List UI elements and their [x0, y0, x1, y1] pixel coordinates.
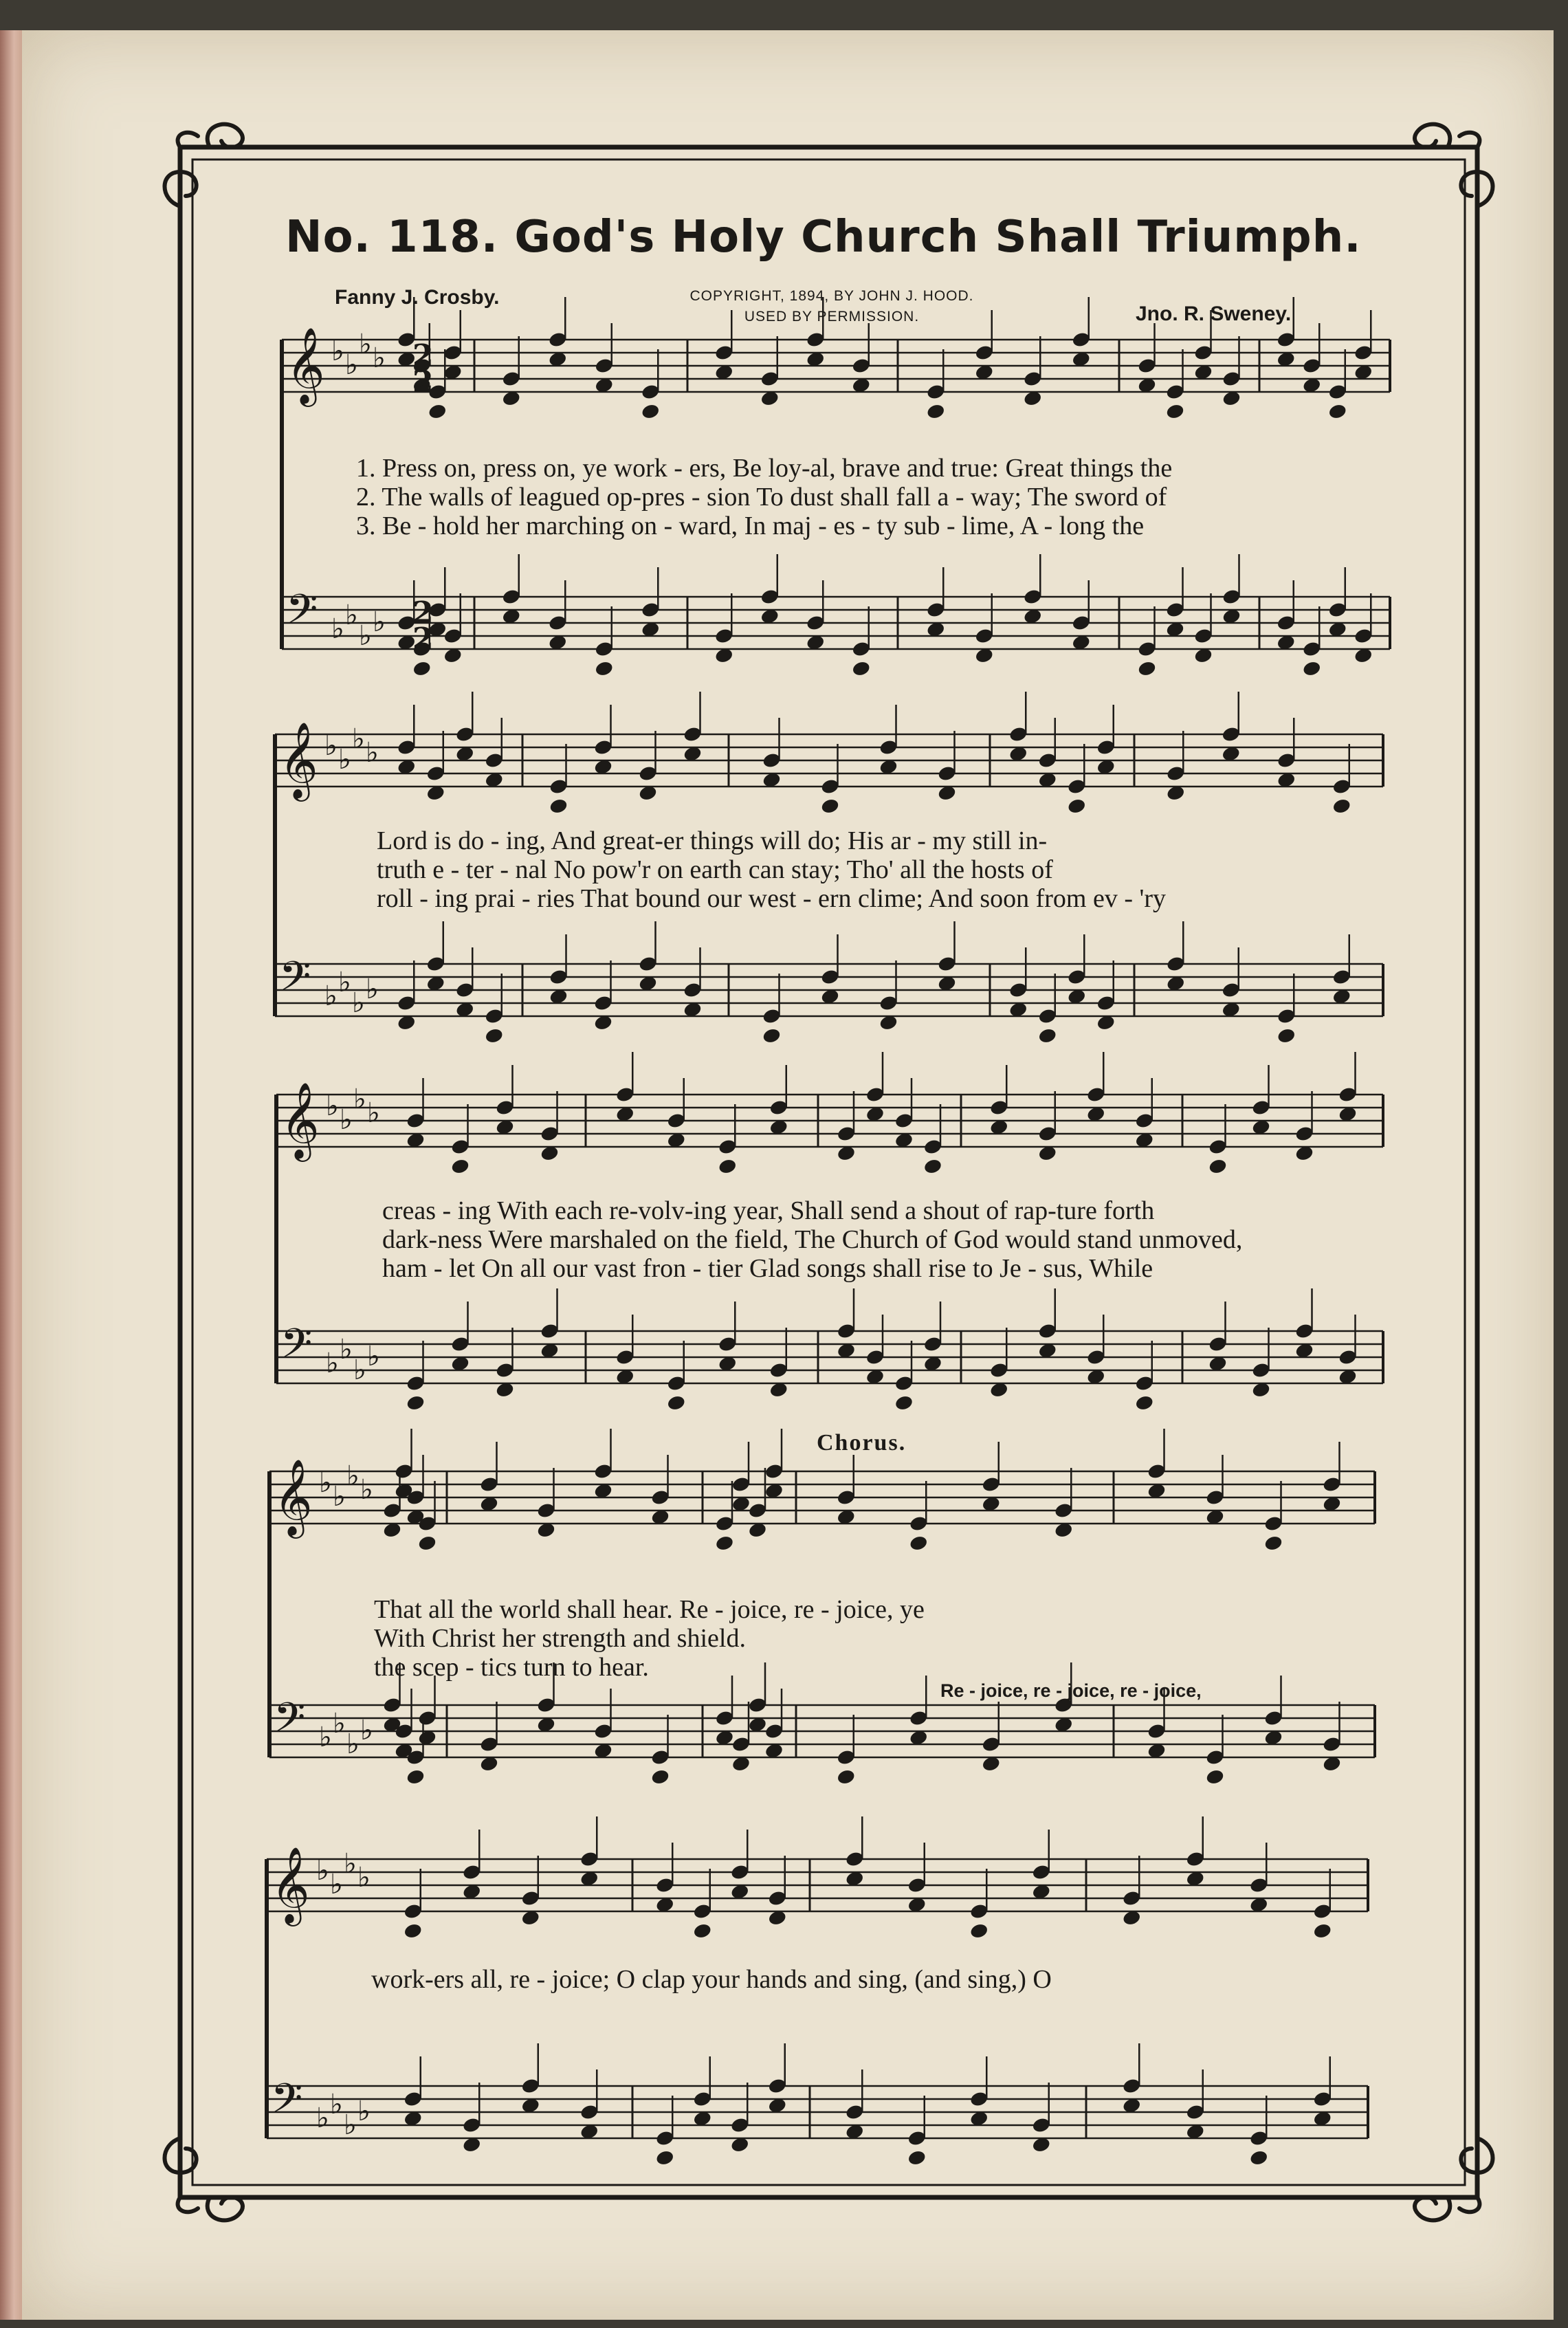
bass-clef-icon: 𝄢 [274, 1693, 306, 1751]
hymn-title: No. 118. God's Holy Church Shall Triumph. [285, 212, 1362, 263]
flat-sign-icon: ♭ [326, 1090, 339, 1122]
flat-sign-icon: ♭ [344, 1848, 357, 1880]
verse-1-line: creas - ing With each re-volv-ing year, Shall send a shout of rap-ture forth [382, 1196, 1155, 1225]
flat-sign-icon: ♭ [360, 1474, 373, 1506]
flat-sign-icon: ♭ [373, 606, 386, 638]
flat-sign-icon: ♭ [338, 967, 351, 998]
notehead [403, 1922, 423, 1940]
notehead [1134, 1394, 1154, 1412]
notehead [820, 798, 840, 815]
notehead [969, 1922, 989, 1940]
notehead [1165, 403, 1185, 420]
notehead [762, 1027, 782, 1044]
bass-clef-icon: 𝄢 [280, 1319, 313, 1377]
time-signature-numerator: 2 [412, 338, 434, 373]
notehead [412, 660, 432, 677]
notehead [655, 2149, 675, 2166]
notehead [1312, 1922, 1332, 1940]
treble-clef-icon: 𝄞 [274, 1458, 313, 1535]
flat-sign-icon: ♭ [367, 1097, 380, 1129]
flat-sign-icon: ♭ [331, 336, 344, 367]
chorus-line: work-ers all, re - joice; O clap your hands and sing, (and sing,) O [371, 1965, 1052, 1994]
notehead [650, 1768, 670, 1786]
notehead [923, 1158, 943, 1175]
flat-sign-icon: ♭ [367, 1341, 380, 1372]
flat-sign-icon: ♭ [352, 723, 365, 755]
notehead [1327, 403, 1347, 420]
notehead [909, 1535, 929, 1552]
flat-sign-icon: ♭ [316, 2102, 329, 2134]
notehead [894, 1394, 914, 1412]
notehead [718, 1158, 738, 1175]
verse-1-line: Lord is do - ing, And great-er things will do; His ar - my still in- [377, 826, 1048, 855]
flat-sign-icon: ♭ [346, 1460, 360, 1492]
flat-sign-icon: ♭ [319, 1722, 332, 1753]
bass-clef-icon: 𝄢 [286, 585, 318, 643]
time-signature-denominator: 2 [412, 622, 434, 657]
notehead [417, 1535, 437, 1552]
flat-sign-icon: ♭ [359, 620, 372, 652]
notehead [666, 1394, 686, 1412]
notehead [1037, 1027, 1057, 1044]
flat-sign-icon: ♭ [333, 1481, 346, 1513]
flat-sign-icon: ♭ [357, 2096, 371, 2127]
flat-sign-icon: ♭ [345, 600, 358, 631]
notehead [549, 798, 568, 815]
notehead [484, 1027, 504, 1044]
flat-sign-icon: ♭ [330, 2089, 343, 2120]
notehead [406, 1768, 426, 1786]
flat-sign-icon: ♭ [319, 1467, 332, 1499]
flat-sign-icon: ♭ [333, 1708, 346, 1739]
flat-sign-icon: ♭ [340, 1104, 353, 1136]
flat-sign-icon: ♭ [366, 737, 379, 769]
copyright-line: COPYRIGHT, 1894, BY JOHN J. HOOD. [689, 288, 974, 304]
flat-sign-icon: ♭ [366, 974, 379, 1005]
notehead [406, 1394, 426, 1412]
notehead [926, 403, 946, 420]
notehead [1208, 1158, 1228, 1175]
verse-2-line: dark-ness Were marshaled on the field, The Church of God would stand unmoved, [382, 1225, 1243, 1254]
notehead [836, 1768, 856, 1786]
time-signature-denominator: 2 [412, 364, 434, 399]
treble-clef-icon: 𝄞 [279, 721, 318, 798]
notehead [594, 660, 614, 677]
notehead [1137, 660, 1157, 677]
verse-3-line: the scep - tics turn to hear. [374, 1653, 649, 1682]
flat-sign-icon: ♭ [373, 342, 386, 374]
flat-sign-icon: ♭ [357, 1862, 371, 1893]
treble-clef-icon: 𝄞 [280, 1081, 320, 1158]
verse-lyrics-system-5 [371, 1965, 1052, 1994]
notehead [428, 403, 448, 420]
verse-1-line: That all the world shall hear. Re - joice, re - joice, ye [374, 1595, 925, 1624]
flat-sign-icon: ♭ [338, 744, 351, 776]
notehead [1249, 2149, 1269, 2166]
notehead [1302, 660, 1322, 677]
flat-sign-icon: ♭ [326, 1348, 339, 1379]
bass-clef-icon: 𝄢 [279, 952, 311, 1010]
notehead [1067, 798, 1087, 815]
verse-1-line: 1. Press on, press on, ye work - ers, Be loy-al, brave and true: Great things the [356, 454, 1173, 483]
notehead [1277, 1027, 1296, 1044]
flat-sign-icon: ♭ [353, 1084, 366, 1115]
notehead [1263, 1535, 1283, 1552]
flat-sign-icon: ♭ [345, 349, 358, 381]
lyricist-credit: Fanny J. Crosby. [335, 286, 500, 309]
time-signature-numerator: 2 [412, 595, 434, 630]
verse-lyrics-system-1 [356, 454, 1172, 540]
permission-line: USED BY PERMISSION. [744, 309, 920, 325]
notehead [907, 2149, 927, 2166]
verse-2-line: 2. The walls of leagued op-pres - sion To dust shall fall a - way; The sword of [356, 483, 1167, 512]
treble-clef-icon: 𝄞 [271, 1846, 310, 1923]
flat-sign-icon: ♭ [360, 1715, 373, 1746]
notehead [1332, 798, 1351, 815]
flat-sign-icon: ♭ [352, 987, 365, 1019]
flat-sign-icon: ♭ [359, 329, 372, 360]
flat-sign-icon: ♭ [324, 730, 338, 762]
notehead [715, 1535, 735, 1552]
flat-sign-icon: ♭ [353, 1354, 366, 1386]
flat-sign-icon: ♭ [330, 1869, 343, 1900]
notehead [1205, 1768, 1225, 1786]
flat-sign-icon: ♭ [324, 980, 338, 1012]
flat-sign-icon: ♭ [316, 1855, 329, 1887]
flat-sign-icon: ♭ [340, 1334, 353, 1365]
treble-clef-icon: 𝄞 [286, 327, 325, 404]
bass-chorus-words: Re - joice, re - joice, re - joice, [940, 1680, 1202, 1701]
verse-3-line: ham - let On all our vast fron - tier Glad songs shall rise to Je - sus, While [382, 1254, 1153, 1283]
flat-sign-icon: ♭ [331, 613, 344, 645]
composer-credit: Jno. R. Sweney. [1136, 303, 1292, 325]
notehead [692, 1922, 712, 1940]
chorus-label: Chorus. [817, 1430, 907, 1456]
verse-3-line: 3. Be - hold her marching on - ward, In maj - es - ty sub - lime, A - long the [356, 512, 1145, 540]
bass-clef-icon: 𝄢 [271, 2074, 303, 2132]
flat-sign-icon: ♭ [346, 1728, 360, 1760]
verse-lyrics-system-4 [374, 1595, 925, 1682]
verse-2-line: truth e - ter - nal No pow'r on earth can stay; Tho' all the hosts of [377, 855, 1053, 884]
verse-3-line: roll - ing prai - ries That bound our west - ern clime; And soon from ev - 'ry [377, 884, 1166, 913]
verse-2-line: With Christ her strength and shield. [374, 1624, 746, 1653]
verse-lyrics-system-3 [382, 1196, 1242, 1283]
notehead [851, 660, 871, 677]
notehead [450, 1158, 470, 1175]
verse-lyrics-system-2 [377, 826, 1166, 913]
flat-sign-icon: ♭ [344, 2109, 357, 2141]
notehead [641, 403, 661, 420]
